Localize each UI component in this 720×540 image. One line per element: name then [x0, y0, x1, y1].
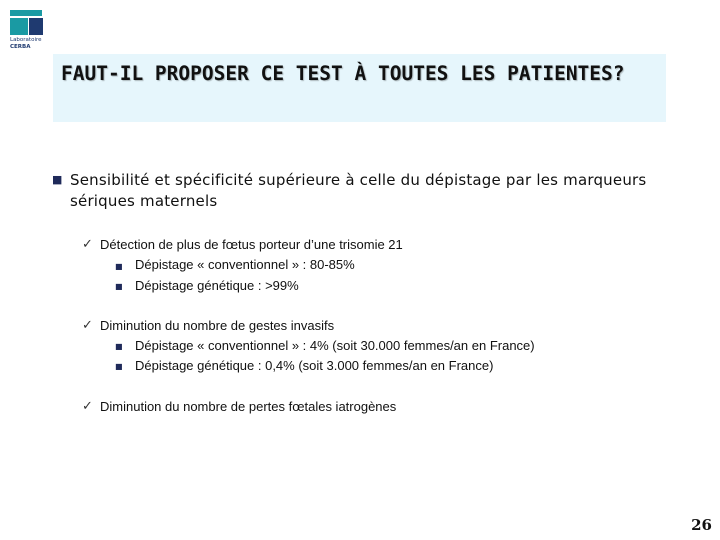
laboratory-logo	[10, 10, 46, 58]
square-bullet-icon: ■	[115, 342, 123, 351]
checkmark-icon: ✓	[82, 237, 93, 252]
section-heading: Détection de plus de fœtus porteur d’une trisomie 21	[100, 237, 403, 252]
square-bullet-icon: ■	[115, 362, 123, 371]
section-heading: Diminution du nombre de gestes invasifs	[100, 318, 335, 333]
logo-blue-square	[29, 18, 43, 35]
list-item: Dépistage génétique : 0,4% (soit 3.000 femmes/an en France)	[135, 358, 494, 373]
bullet-icon: ■	[52, 173, 63, 186]
title-banner	[53, 54, 666, 122]
checkmark-icon: ✓	[82, 399, 93, 414]
checkmark-icon: ✓	[82, 318, 93, 333]
list-item: Dépistage « conventionnel » : 4% (soit 30.000 femmes/an en France)	[135, 338, 535, 353]
logo-text-line2: CERBA	[10, 44, 31, 50]
page-number: 26	[691, 516, 712, 534]
square-bullet-icon: ■	[115, 262, 123, 271]
main-point-text: Sensibilité et spécificité supérieure à celle du dépistage par les marqueurs sériques maternels	[70, 171, 647, 210]
square-bullet-icon: ■	[115, 282, 123, 291]
logo-text-line1: Laboratoire	[10, 37, 42, 43]
slide-title: FAUT-IL PROPOSER CE TEST À TOUTES LES PATIENTES?	[61, 62, 625, 85]
logo-teal-square	[10, 18, 28, 35]
section-heading: Diminution du nombre de pertes fœtales iatrogènes	[100, 399, 397, 414]
list-item: Dépistage « conventionnel » : 80-85%	[135, 257, 355, 272]
list-item: Dépistage génétique : >99%	[135, 278, 299, 293]
logo-bar	[10, 10, 42, 16]
